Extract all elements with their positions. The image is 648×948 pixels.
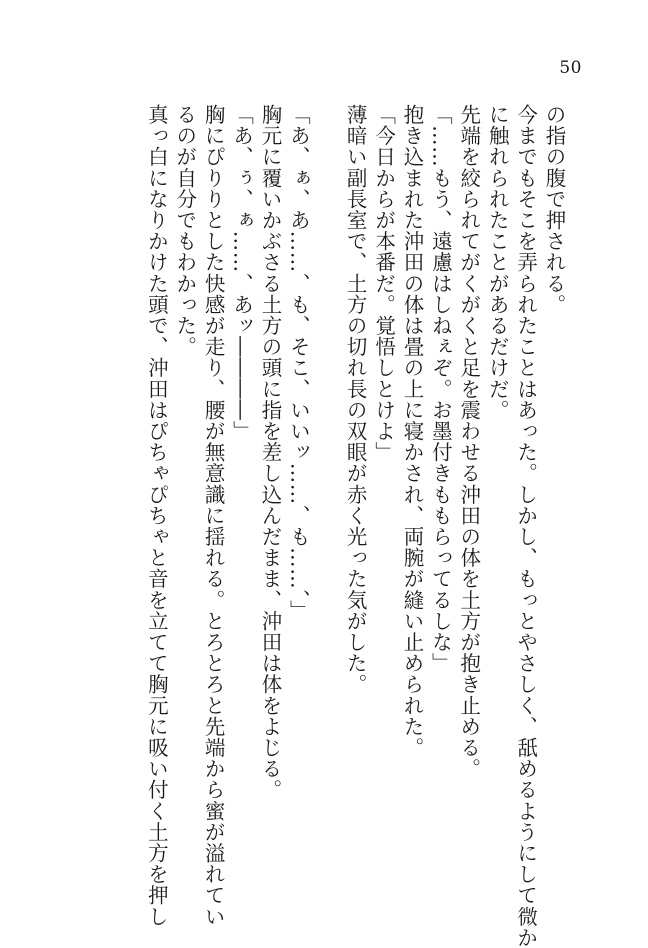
text-line: の指の腹で押される。 — [542, 104, 566, 315]
vertical-text-body — [142, 104, 568, 948]
text-line: 「……もう、遠慮はしねぇぞ。お墨付きももらってるしな」 — [428, 104, 453, 674]
text-line: 胸にぴりりとした快感が走り、腰が無意識に揺れる。とろとろと先端から蜜が溢れてい — [201, 104, 226, 927]
text-line: 「今日からが本番だ。覚悟しとけよ」 — [371, 104, 396, 463]
text-line: 薄暗い副長室で、土方の切れ長の双眼が赤く光った気がした。 — [343, 104, 368, 695]
text-line: 真っ白になりかけた頭で、沖田はぴちゃぴちゃと音を立てて胸元に吸い付く土方を押し — [144, 104, 169, 927]
text-line: 今までもそこを弄られたことはあった。しかし、もっとやさしく、舐めるようにして微か — [513, 104, 538, 948]
text-line: に触れられたことがあるだけだ。 — [485, 104, 510, 421]
text-line: 胸元に覆いかぶさる土方の頭に指を差し込んだまま、沖田は体をよじる。 — [257, 104, 282, 801]
page-number: 50 — [559, 58, 582, 78]
text-line: 「あ、ぅ、ぁ……、あッ――――」 — [229, 104, 254, 442]
text-line: るのが自分でもわかった。 — [172, 104, 197, 358]
text-line: 「あ、ぁ、あ……、も、そこ、いいッ……、も……、」 — [286, 104, 311, 622]
blank-line — [312, 104, 340, 844]
text-line: 先端を絞られてがくがくと足を震わせる沖田の体を土方が抱き止める。 — [456, 104, 481, 780]
text-line: 抱き込まれた沖田の体は畳の上に寝かされ、両腕が縫い止められた。 — [399, 104, 424, 759]
